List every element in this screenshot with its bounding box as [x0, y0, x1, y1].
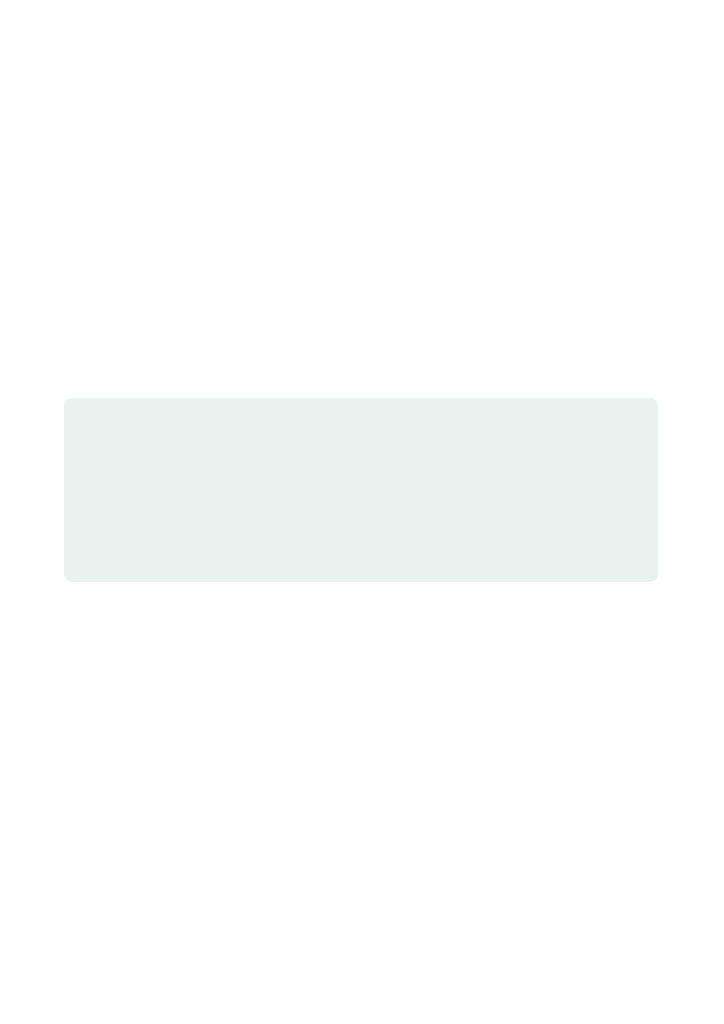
cbi-column-1	[76, 434, 260, 440]
cbi-column-3	[470, 432, 648, 446]
intro-paragraph	[64, 88, 274, 96]
issuer-pie-chart	[468, 96, 668, 388]
quarterly-text	[64, 632, 268, 640]
cbi-database-box	[64, 398, 658, 582]
quarterly-bar-chart	[268, 614, 668, 836]
currency-pie-chart	[276, 96, 476, 388]
footer	[64, 968, 658, 979]
cbi-column-2	[268, 432, 456, 438]
